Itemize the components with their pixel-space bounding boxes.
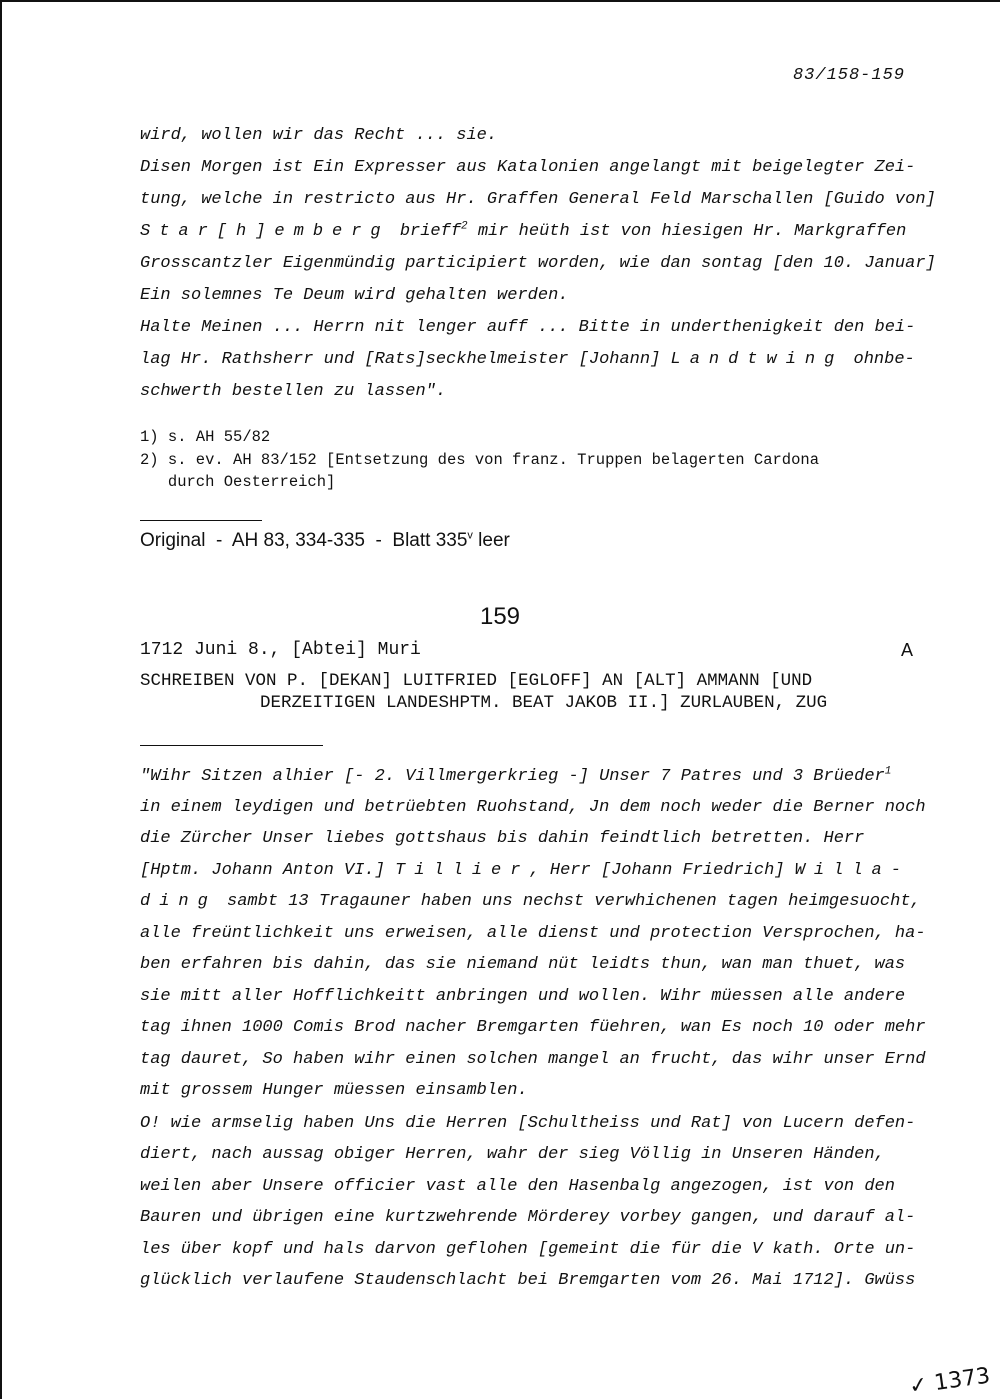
- spaced-name: Star[h]emberg: [140, 222, 390, 241]
- text-line: Halte Meinen ... Herrn nit lenger auff ... Bitte in underthenigkeit den bei-: [140, 318, 916, 337]
- text-line: les über kopf und hals darvon geflohen [gemeint die für die V kath. Orte un-: [140, 1240, 916, 1259]
- text-line: schwerth bestellen zu lassen".: [140, 382, 447, 401]
- page-number: 83/158-159: [792, 66, 905, 85]
- handwritten-margin-mark: ✓ 1373: [907, 1363, 992, 1400]
- text-line: [140, 861, 910, 880]
- document-letter: A: [900, 640, 913, 660]
- document-number: 159: [479, 603, 521, 630]
- superscript: v: [467, 529, 473, 542]
- text-line: mit grossem Hunger müessen einsamblen.: [140, 1081, 528, 1100]
- text-line: [140, 350, 915, 369]
- footnote-continuation: durch Oesterreich]: [140, 473, 336, 491]
- text-line: diert, nach aussag obiger Herren, wahr der sieg Völlig in Unseren Händen,: [140, 1145, 885, 1164]
- text-line: Bauren und übrigen eine kurtzwehrende Mörderey vorbey gangen, und darauf al-: [140, 1208, 916, 1227]
- text-fragment: "Wihr Sitzen alhier [- 2. Villmergerkrieg -] Unser 7 Patres und 3 Brüeder: [140, 767, 885, 786]
- footnote-ref: 2: [461, 220, 468, 233]
- spaced-name: Tillier: [395, 861, 530, 880]
- page-border-top: [0, 0, 1000, 2]
- text-line: glücklich verlaufene Staudenschlacht bei Bremgarten vom 26. Mai 1712]. Gwüss: [140, 1271, 916, 1290]
- text-line: O! wie armselig haben Uns die Herren [Schultheiss und Rat] von Lucern defen-: [140, 1114, 916, 1133]
- page-border-left: [0, 0, 2, 1399]
- separator-rule: [140, 745, 323, 746]
- text-fragment: , Herr [Johann Friedrich]: [529, 861, 795, 880]
- text-fragment: Original - AH 83, 334-335 - Blatt 335: [140, 530, 468, 551]
- spaced-name: Landtwing: [670, 350, 844, 369]
- text-line: Disen Morgen ist Ein Expresser aus Katalonien angelangt mit beigelegter Zei-: [140, 158, 916, 177]
- text-line: [140, 222, 906, 241]
- footnote: 2) s. ev. AH 83/152 [Entsetzung des von franz. Truppen belagerten Cardona: [140, 451, 820, 469]
- text-line: sie mitt aller Hofflichkeitt anbringen und wollen. Wihr müessen alle andere: [140, 987, 906, 1006]
- text-fragment: leer: [472, 530, 510, 551]
- text-line: Grosscantzler Eigenmündig participiert worden, wie dan sontag [den 10. Januar]: [140, 254, 936, 273]
- text-line: [140, 892, 921, 911]
- title-line: SCHREIBEN VON P. [DEKAN] LUITFRIED [EGLOFF] AN [ALT] AMMANN [UND: [140, 671, 813, 691]
- separator-rule: [140, 520, 262, 521]
- text-line: Ein solemnes Te Deum wird gehalten werden.: [140, 286, 569, 305]
- footnote-ref: 1: [884, 765, 892, 778]
- spaced-name: Willa-: [794, 861, 910, 880]
- text-line: tung, welche in restricto aus Hr. Graffen General Feld Marschallen [Guido von]: [140, 190, 936, 209]
- spaced-name: ding: [140, 892, 217, 911]
- original-source-line: [140, 530, 510, 552]
- title-line: DERZEITIGEN LANDESHPTM. BEAT JAKOB II.] ZURLAUBEN, ZUG: [260, 693, 828, 713]
- date-place: 1712 Juni 8., [Abtei] Muri: [140, 640, 421, 660]
- footnote: 1) s. AH 55/82: [140, 428, 271, 446]
- text-line: wird, wollen wir das Recht ... sie.: [140, 126, 498, 145]
- text-line: [140, 767, 891, 786]
- text-fragment: sambt 13 Tragauner haben uns nechst verwhichenen tagen heimgesuocht,: [216, 892, 921, 911]
- text-fragment: brieff: [389, 222, 462, 241]
- text-fragment: ohnbe-: [843, 350, 915, 369]
- text-line: in einem leydigen und betrüebten Ruohstand, Jn dem noch weder die Berner noch: [140, 798, 926, 817]
- text-line: weilen aber Unsere officier vast alle den Hasenbalg angezogen, ist von den: [140, 1177, 895, 1196]
- text-line: die Zürcher Unser liebes gottshaus bis dahin feindtlich betretten. Herr: [140, 829, 865, 848]
- text-line: ben erfahren bis dahin, das sie niemand nüt leidts thun, wan man thuet, was: [140, 955, 906, 974]
- text-fragment: lag Hr. Rathsherr und [Rats]seckhelmeister [Johann]: [140, 350, 671, 369]
- text-fragment: [Hptm. Johann Anton VI.]: [140, 861, 396, 880]
- document-title: [140, 670, 827, 714]
- text-line: tag dauret, So haben wihr einen solchen mangel an frucht, das wihr unser Ernd: [140, 1050, 926, 1069]
- text-fragment: mir heüth ist von hiesigen Hr. Markgraffen: [467, 222, 907, 241]
- text-line: tag ihnen 1000 Comis Brod nacher Bremgarten füehren, wan Es noch 10 oder mehr: [140, 1018, 926, 1037]
- text-line: alle freüntlichkeit uns erweisen, alle dienst und protection Versprochen, ha-: [140, 924, 926, 943]
